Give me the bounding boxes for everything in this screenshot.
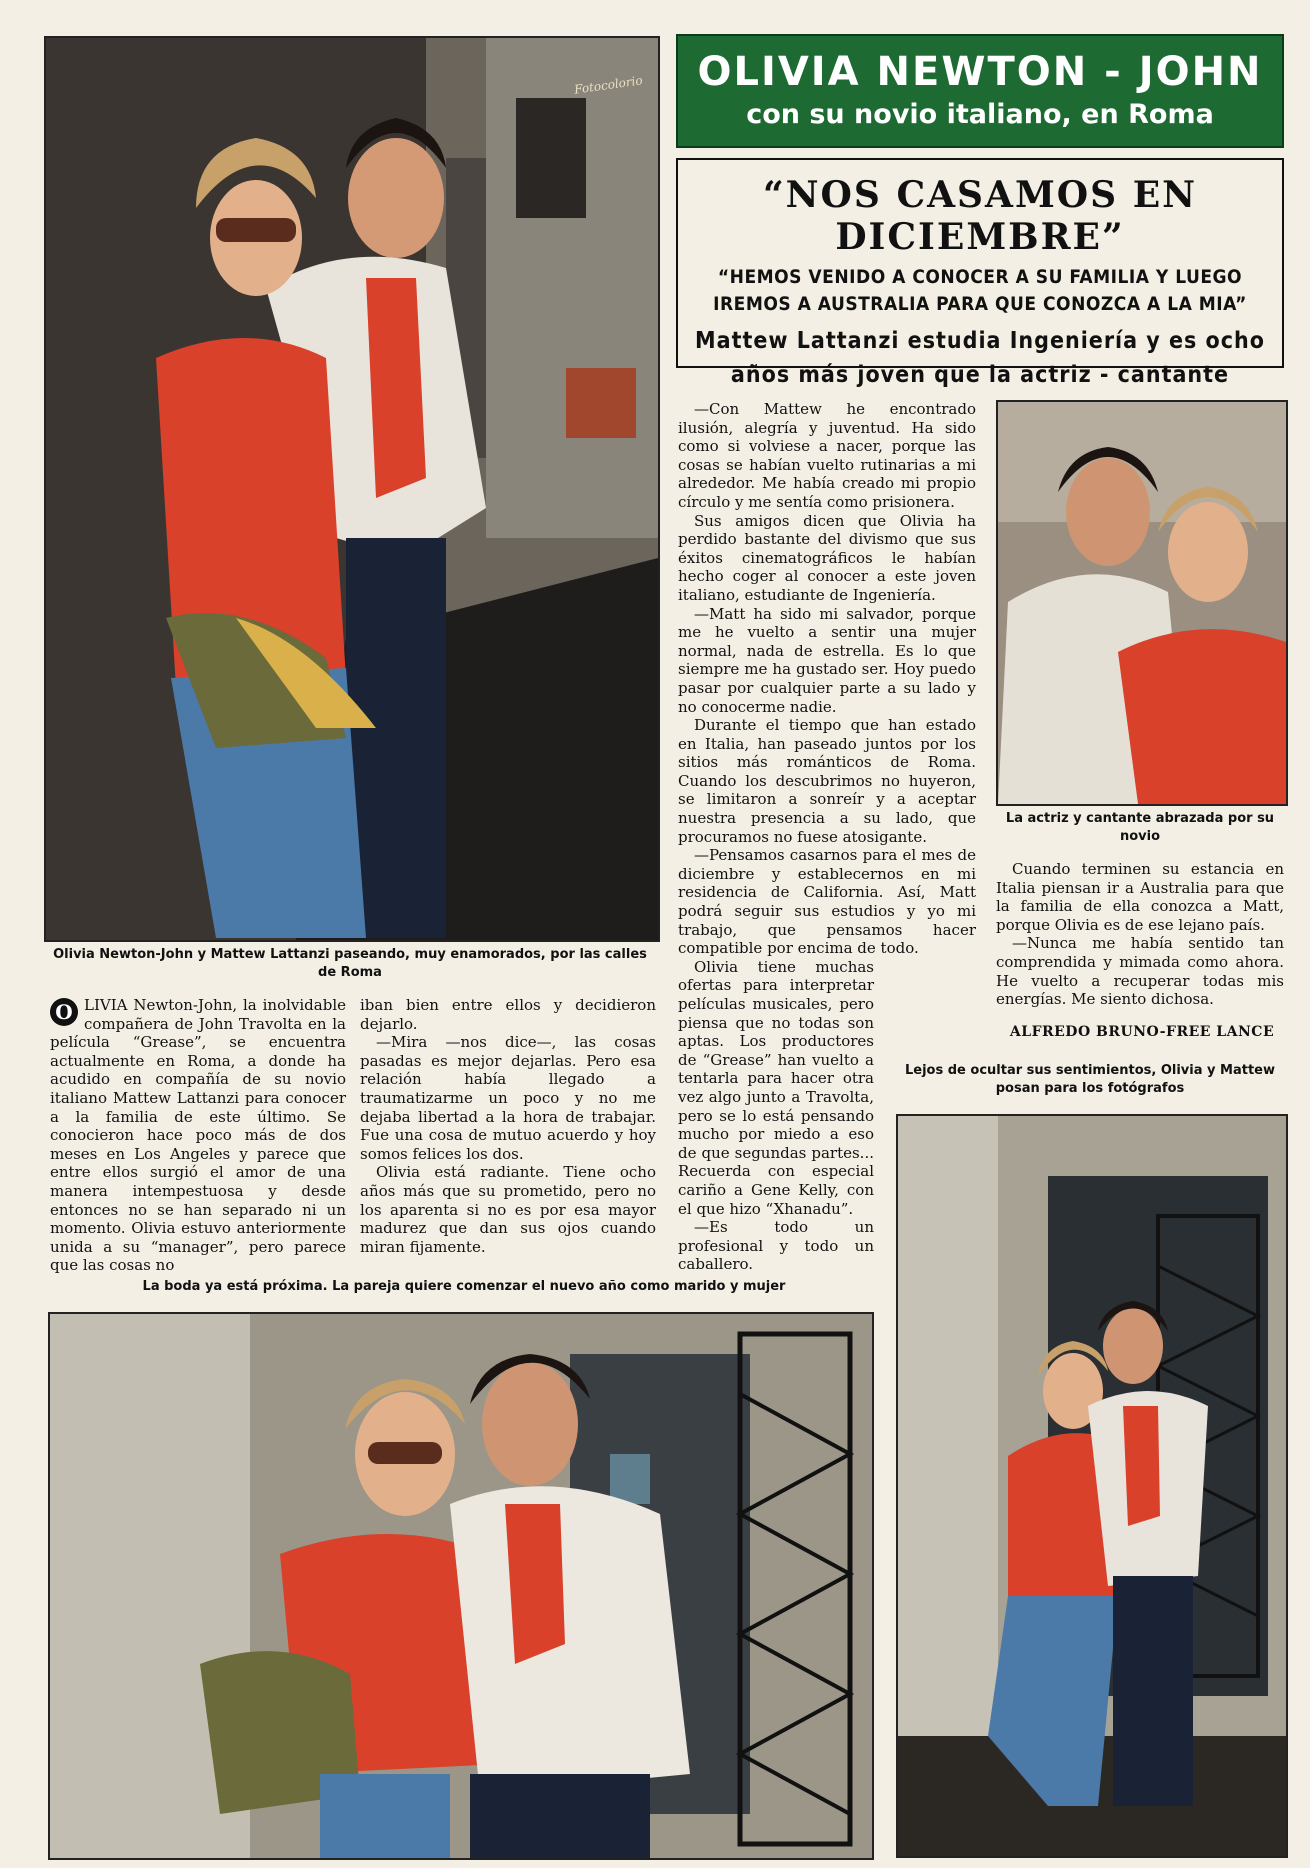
article-paragraph: Olivia tiene muchas ofertas para interpretar películas musicales, pero piensa que no todas son aptas. Los productores de “Grease” han vuelto a tentarla para hacer otra vez algo junto a Travolta, pero se lo está pensando mucho por miedo a eso de que segundas partes... Recuerda con especial cariño a Gene Kelly, con el que hizo “Xhanadu”.: [678, 957, 874, 1218]
headline-quote-line2: IREMOS A AUSTRALIA PARA QUE CONOZCA A LA MIA”: [713, 293, 1247, 315]
photo-couple-street: [44, 36, 660, 942]
article-paragraph: Olivia está radiante. Tiene ocho años más que su prometido, pero no los aparenta si no es por esa mayor madurez que dan sus ojos cuando miran fijamente.: [360, 1163, 656, 1256]
caption-right: La actriz y cantante abrazada por su novio: [1005, 811, 1275, 844]
headline-box: [676, 158, 1284, 388]
banner-subtitle: con su novio italiano, en Roma: [746, 99, 1214, 130]
article-column-4: [996, 860, 1284, 1009]
photo-couple-doorway: [896, 1114, 1288, 1858]
article-paragraph: Durante el tiempo que han estado en Italia, han paseado juntos por los sitios más románticos de Roma. Cuando los descubrimos no huyeron, se limitaron a sonreír y a aceptar nuestra presencia a su lado, que procuramos no fuese atosigante.: [678, 716, 976, 846]
article-column-1: [50, 996, 346, 1275]
title-banner: [676, 34, 1284, 148]
article-paragraph: —Con Mattew he encontrado ilusión, alegría y juventud. Ha sido como si volviese a nacer, porque las cosas se habían vuelto rutinarias a mi alrededor. Me había creado mi propio círculo y me sentía como prisionera.: [678, 400, 976, 511]
headline-main: “NOS CASAMOS EN DICIEMBRE”: [762, 174, 1198, 258]
photo-couple-embrace: [996, 400, 1288, 806]
caption-bottom: La boda ya está próxima. La pareja quiere comenzar el nuevo año como marido y mujer: [142, 1279, 786, 1294]
caption-top-left: Olivia Newton-John y Mattew Lattanzi paseando, muy enamorados, por las calles de Roma: [53, 947, 647, 980]
headline-quote-line1: “HEMOS VENIDO A CONOCER A SU FAMILIA Y LUEGO: [717, 266, 1243, 288]
article-paragraph: [50, 996, 346, 1275]
article-paragraph: —Matt ha sido mi salvador, porque me he vuelto a sentir una mujer normal, nada de estrella. Es lo que siempre me ha gustado ser. Hoy puedo pasar por cualquier parte a su lado y no conocerme nadie.: [678, 604, 976, 716]
photo-couple-smiling: [48, 1312, 874, 1860]
article-paragraph: Cuando terminen su estancia en Italia piensan ir a Australia para que la familia de ella conozca a Matt, porque Olivia es de ese lejano país.: [996, 860, 1284, 934]
article-col1-text: LIVIA Newton-John, la inolvidable compañera de John Travolta en la película “Grease”, se encuentra actualmente en Roma, a donde ha acudido en compañía de su novio italiano Mattew Lattanzi para conocer a la familia de este último. Se conocieron hace poco más de dos meses en Los Angeles y parece que entre ellos surgió el amor de una manera intempestuosa y desde entonces no se han separado ni un momento. Olivia estuvo anteriormente unida a su “manager”, pero parece que las cosas no: [50, 996, 346, 1275]
drop-cap: O: [50, 998, 78, 1026]
caption-lower-right: Lejos de ocultar sus sentimientos, Olivia y Mattew posan para los fotógrafos: [905, 1063, 1275, 1096]
author-byline: ALFREDO BRUNO-FREE LANCE: [1009, 1024, 1275, 1040]
shop-sign: Fotocolorio: [573, 73, 644, 97]
article-paragraph: —Mira —nos dice—, las cosas pasadas es mejor dejarlas. Pero esa relación había llegado a traumatizarme un poco y no me dejaba libertad a la hora de trabajar. Fue una cosa de mutuo acuerdo y hoy somos felices los dos.: [360, 1033, 656, 1163]
article-paragraph: iban bien entre ellos y decidieron dejarlo.: [360, 996, 656, 1033]
headline-deck-line2: años más joven que la actriz - cantante: [730, 362, 1230, 388]
banner-title: OLIVIA NEWTON - JOHN: [697, 49, 1263, 95]
article-paragraph: Sus amigos dicen que Olivia ha perdido bastante del divismo que sus éxitos cinematográficos le habían hecho coger al conocer a este joven italiano, estudiante de Ingeniería.: [678, 511, 976, 604]
article-paragraph: —Pensamos casarnos para el mes de diciembre y establecernos en mi residencia de California. Así, Matt podrá seguir sus estudios y yo mi trabajo, que pensamos hacer compatible por encima de todo.: [678, 846, 976, 958]
article-paragraph: —Nunca me había sentido tan comprendida y mimada como ahora. He vuelto a recuperar todas mis energías. Me siento dichosa.: [996, 934, 1284, 1009]
article-column-2: [360, 996, 656, 1256]
article-paragraph: —Es todo un profesional y todo un caballero.: [678, 1218, 874, 1274]
headline-deck-line1: Mattew Lattanzi estudia Ingeniería y es ocho: [695, 328, 1265, 354]
